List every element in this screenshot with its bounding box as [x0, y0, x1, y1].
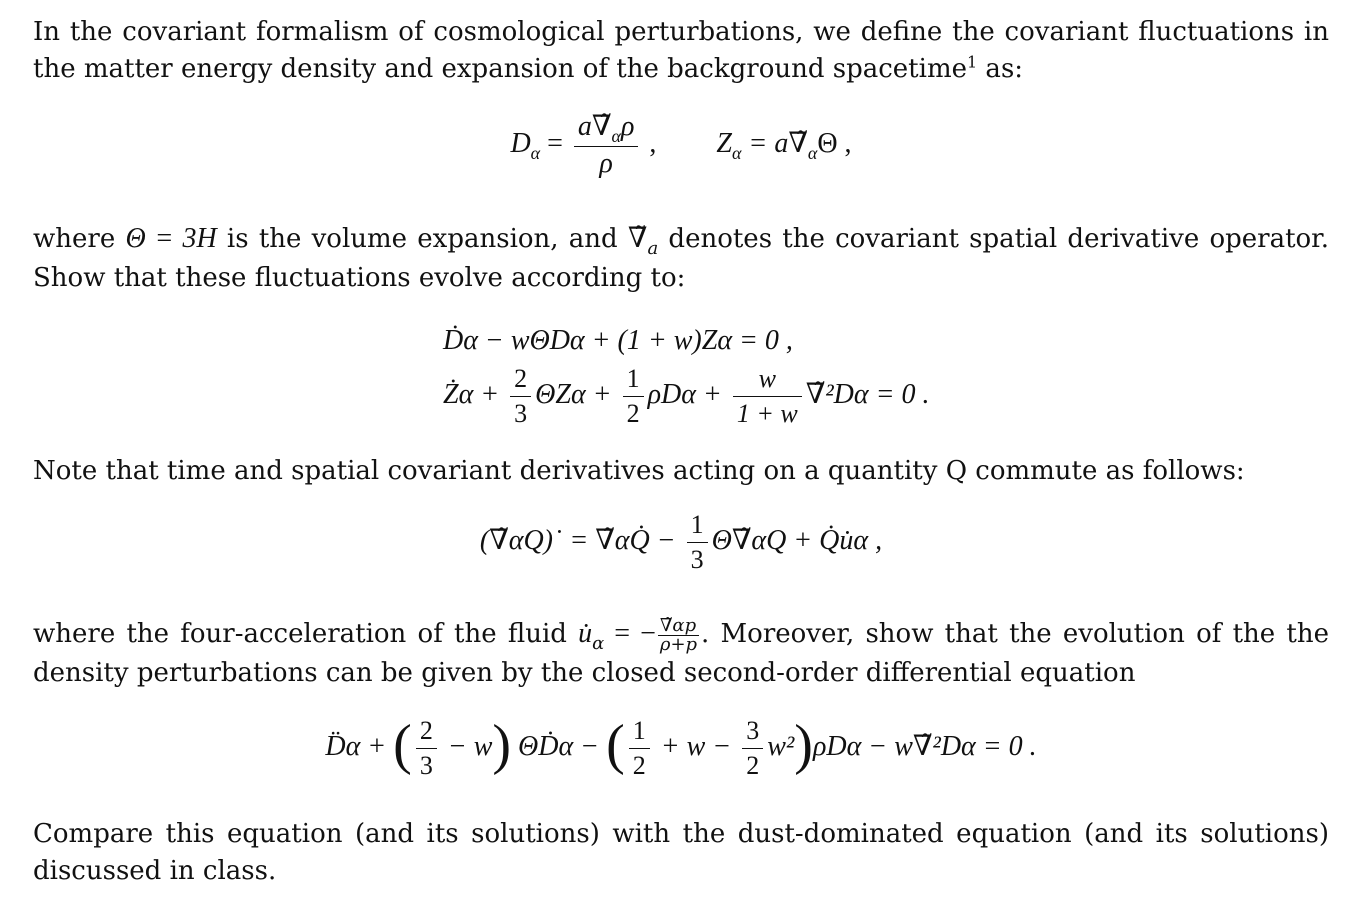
eq1-fraction — [574, 112, 638, 179]
eq1-Z-rhs-sub: α — [807, 142, 818, 163]
evolution-eq-line-1: Ḋα − wΘDα + (1 + w)Zα = 0 , — [443, 325, 793, 356]
eq3-lhs: (∇̃αQ)˙ = ∇̃αQ̇ − — [479, 524, 683, 556]
evolution-eq-line-2: Żα + $\frac{2}{3}$ ΘZα + $\frac{1}{2}$ ρDα + $\frac{w}{1 + w}$ ∇̃²Dα = 0 . — [443, 364, 930, 428]
eq2-frac-w — [733, 364, 802, 429]
eq4-paren-open-2: ( — [606, 713, 625, 776]
eq4-f2-num: 1 — [629, 716, 650, 749]
eq1-D-sub: α — [530, 142, 541, 163]
p2-math-theta: Θ = 3H — [125, 223, 217, 254]
eq1-num-nabla: a∇̃ — [577, 111, 612, 142]
eq1-comma: , — [642, 127, 657, 159]
intro-text-end: as: — [977, 54, 1024, 84]
evolution-equations — [443, 318, 1143, 428]
eq1-fraction-num — [574, 112, 638, 147]
eq2-frac1-den: 3 — [514, 399, 528, 428]
p4-inline-fraction — [658, 614, 699, 655]
eq4-frac-two-thirds — [416, 716, 437, 781]
eq2-frac1-num: 2 — [510, 364, 531, 397]
eq2-frac3-num: w — [733, 364, 802, 397]
p4-frac-den: ρ+p — [659, 633, 698, 655]
commutation-note: Note that time and spatial covariant derivatives acting on a quantity Q commute as follows: — [33, 456, 1245, 486]
eq4-f3-num: 3 — [742, 716, 763, 749]
p4-frac-num: ∇̃αp — [658, 617, 699, 636]
eq1-num-sub: α — [611, 126, 621, 146]
eq2-frac2-num: 1 — [623, 364, 644, 397]
p2-math-nabla-sub: a — [647, 238, 659, 259]
p4-math-u-sub: α — [592, 633, 605, 654]
eq4-f3-den: 2 — [746, 751, 760, 780]
intro-paragraph — [33, 14, 1329, 88]
eq3-frac-den: 3 — [690, 545, 704, 574]
eq3-frac-one-third — [687, 510, 708, 575]
p4-math-eq: = − — [604, 618, 656, 649]
eq4-frac-three-halves — [742, 716, 763, 781]
eq4-w-squared: w² — [767, 730, 795, 762]
eq3-frac-num: 1 — [687, 510, 708, 543]
eq4-f1-num: 2 — [416, 716, 437, 749]
footnote-marker[interactable]: 1 — [966, 52, 978, 72]
eq3-rhs: Θ∇̃αQ + Q̇u̇α , — [711, 524, 883, 556]
eq4-paren-close-1: ) — [492, 713, 512, 776]
eq1-num-rho: ρ — [620, 111, 635, 142]
p2-math-nabla: ∇̃ — [627, 223, 648, 254]
p2-text-b: is the volume expansion, and — [216, 224, 628, 254]
eq4-D-ddot: D̈α + — [325, 730, 394, 762]
volume-expansion-paragraph — [33, 220, 1329, 297]
eq2-line2-end: ∇̃²Dα = 0 . — [805, 378, 930, 410]
second-order-equation — [33, 713, 1329, 781]
intro-text: In the covariant formalism of cosmological perturbations, we define the covariant fluctuations in the matter energy density and expansion of the background spacetime — [33, 17, 1329, 84]
eq4-minus-w: − w — [440, 730, 493, 762]
commutation-equation — [33, 510, 1329, 575]
p2-text-c: denotes the covariant spatial derivative operator. Show that these fluctuations evolve according to: — [33, 224, 1330, 293]
comparison-paragraph: Compare this equation (and its solutions) with the dust-dominated equation (and its solutions) discussed in class. — [33, 819, 1329, 886]
four-acceleration-paragraph — [33, 615, 1329, 692]
eq2-frac-two-thirds — [510, 364, 531, 429]
eq4-paren-open-1: ( — [393, 713, 412, 776]
eq4-plus-w-minus: + w − — [653, 730, 739, 762]
eq2-frac2-den: 2 — [626, 399, 640, 428]
eq4-tail: ρDα − w∇̃²Dα = 0 . — [812, 730, 1037, 762]
p4-text-a: where the four-acceleration of the fluid — [33, 619, 579, 649]
eq4-frac-one-half — [629, 716, 650, 781]
eq4-f1-den: 3 — [419, 751, 433, 780]
definition-equation — [33, 112, 1329, 179]
eq1-theta: Θ , — [817, 127, 852, 159]
eq4-theta-Ddot: ΘḊα − — [511, 730, 607, 762]
p4-text-b: . Moreover, show that the evolution of the the density perturbations can be given by the closed second-order differential equation — [33, 619, 1329, 688]
eq4-f2-den: 2 — [632, 751, 646, 780]
document-page — [33, 0, 1329, 904]
eq1-Z: Z — [716, 127, 732, 159]
eq2-frac3-den: 1 + w — [736, 399, 798, 428]
p4-math-u: u̇ — [578, 618, 593, 649]
eq1-D: D — [510, 127, 531, 159]
eq2-frac-one-half — [623, 364, 644, 429]
eq1-Z-sub: α — [731, 142, 742, 163]
p2-text-a: where — [33, 224, 126, 254]
eq1-fraction-den: ρ — [599, 148, 613, 179]
eq1-equals: = — [540, 127, 570, 159]
eq1-Z-rhs: = a∇̃ — [741, 127, 808, 159]
eq4-paren-close-2: ) — [794, 713, 813, 776]
